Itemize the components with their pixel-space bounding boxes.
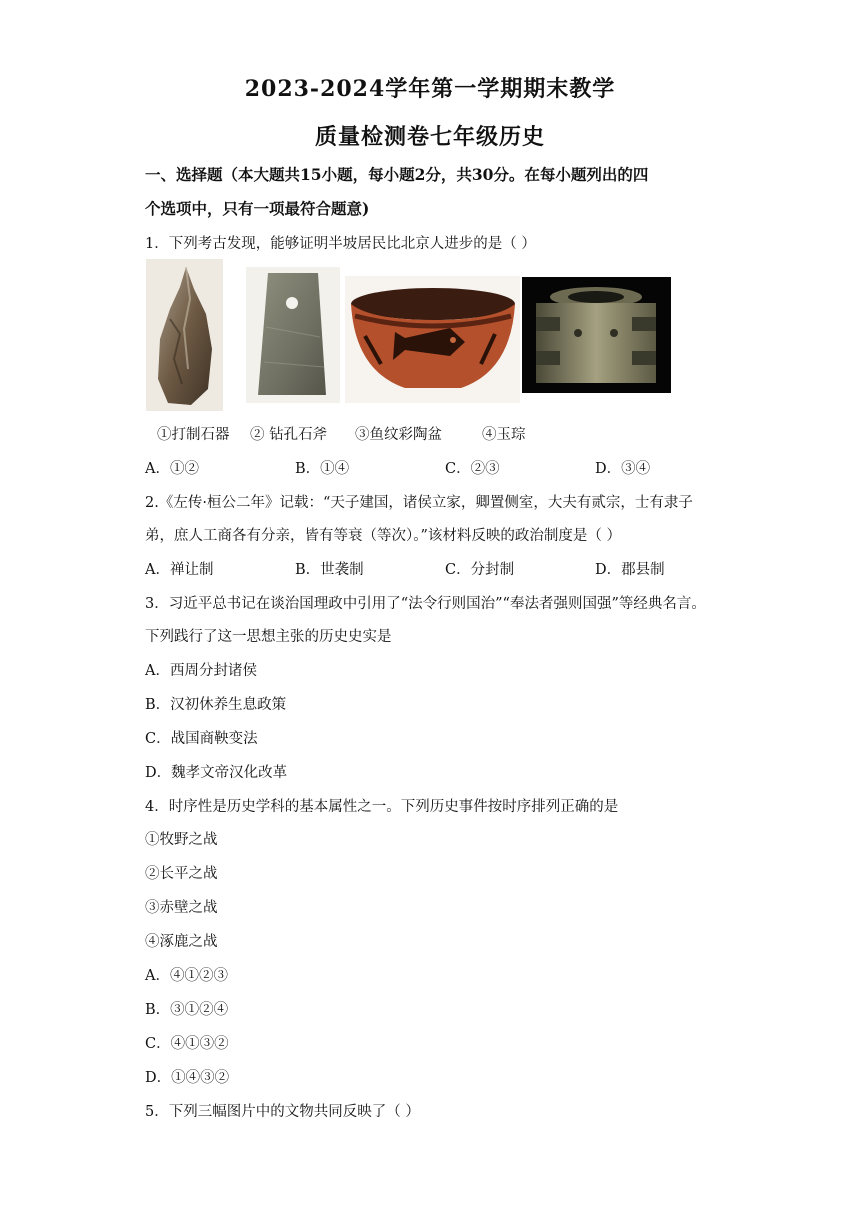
- q1-option-d[interactable]: D．③④: [595, 461, 651, 477]
- exam-title-line-2: 质量检测卷七年级历史: [314, 124, 545, 150]
- q2-option-c[interactable]: C．分封制: [445, 562, 515, 578]
- drilled-stone-axe-icon: [246, 267, 340, 403]
- image-caption-2: ② 钻孔石斧: [250, 427, 328, 443]
- image-caption-3: ③鱼纹彩陶盆: [355, 427, 442, 443]
- question-3-stem-line-1: 3．习近平总书记在谈治国理政中引用了“法令行则国治”“奉法者强则国强”等经典名言。: [145, 596, 706, 612]
- question-5-stem: 5．下列三幅图片中的文物共同反映了（ ）: [145, 1104, 420, 1120]
- q4-item-3: ③赤壁之战: [145, 900, 218, 916]
- q3-option-c[interactable]: C．战国商鞅变法: [145, 731, 258, 747]
- jade-cong-icon: [522, 277, 671, 393]
- q3-option-d[interactable]: D．魏孝文帝汉化改革: [145, 765, 288, 781]
- fish-pattern-pottery-basin-icon: [345, 276, 520, 403]
- q2-option-b[interactable]: B．世袭制: [295, 562, 364, 578]
- image-caption-1: ①打制石器: [157, 427, 230, 443]
- question-2-stem-line-1: 2.《左传·桓公二年》记载：“天子建国，诸侯立家，卿置侧室，大夫有贰宗，士有隶子: [145, 495, 693, 511]
- q2-option-d[interactable]: D．郡县制: [595, 562, 665, 578]
- question-3-stem-line-2: 下列践行了这一思想主张的历史史实是: [145, 629, 392, 645]
- q1-option-a[interactable]: A．①②: [145, 461, 199, 477]
- question-4-stem: 4．时序性是历史学科的基本属性之一。下列历史事件按时序排列正确的是: [145, 799, 619, 815]
- section-heading-line-2: 个选项中，只有一项最符合题意): [145, 199, 370, 218]
- q2-option-a[interactable]: A．禅让制: [145, 562, 214, 578]
- q3-option-a[interactable]: A．西周分封诸侯: [145, 663, 257, 679]
- q4-option-c[interactable]: C．④①③②: [145, 1036, 229, 1052]
- q1-option-b[interactable]: B．①④: [295, 461, 350, 477]
- q4-item-1: ①牧野之战: [145, 832, 218, 848]
- question-1-stem: 1．下列考古发现，能够证明半坡居民比北京人进步的是（ ）: [145, 236, 536, 252]
- question-2-stem-line-2: 弟，庶人工商各有分亲，皆有等衰（等次）。”该材料反映的政治制度是（ ）: [145, 528, 622, 544]
- q3-option-b[interactable]: B．汉初休养生息政策: [145, 697, 287, 713]
- section-heading-line-1: 一、选择题（本大题共15小题，每小题2分，共30分。在每小题列出的四: [145, 165, 649, 184]
- q4-option-a[interactable]: A．④①②③: [145, 968, 228, 984]
- q1-option-c[interactable]: C．②③: [445, 461, 500, 477]
- q4-item-4: ④涿鹿之战: [145, 934, 218, 950]
- q4-item-2: ②长平之战: [145, 866, 218, 882]
- q4-option-d[interactable]: D．①④③②: [145, 1070, 230, 1086]
- image-caption-4: ④玉琮: [482, 427, 526, 443]
- exam-title-line-1: 2023-2024学年第一学期期末教学: [244, 76, 616, 102]
- q4-option-b[interactable]: B．③①②④: [145, 1002, 229, 1018]
- chipped-stone-tool-icon: [146, 259, 223, 411]
